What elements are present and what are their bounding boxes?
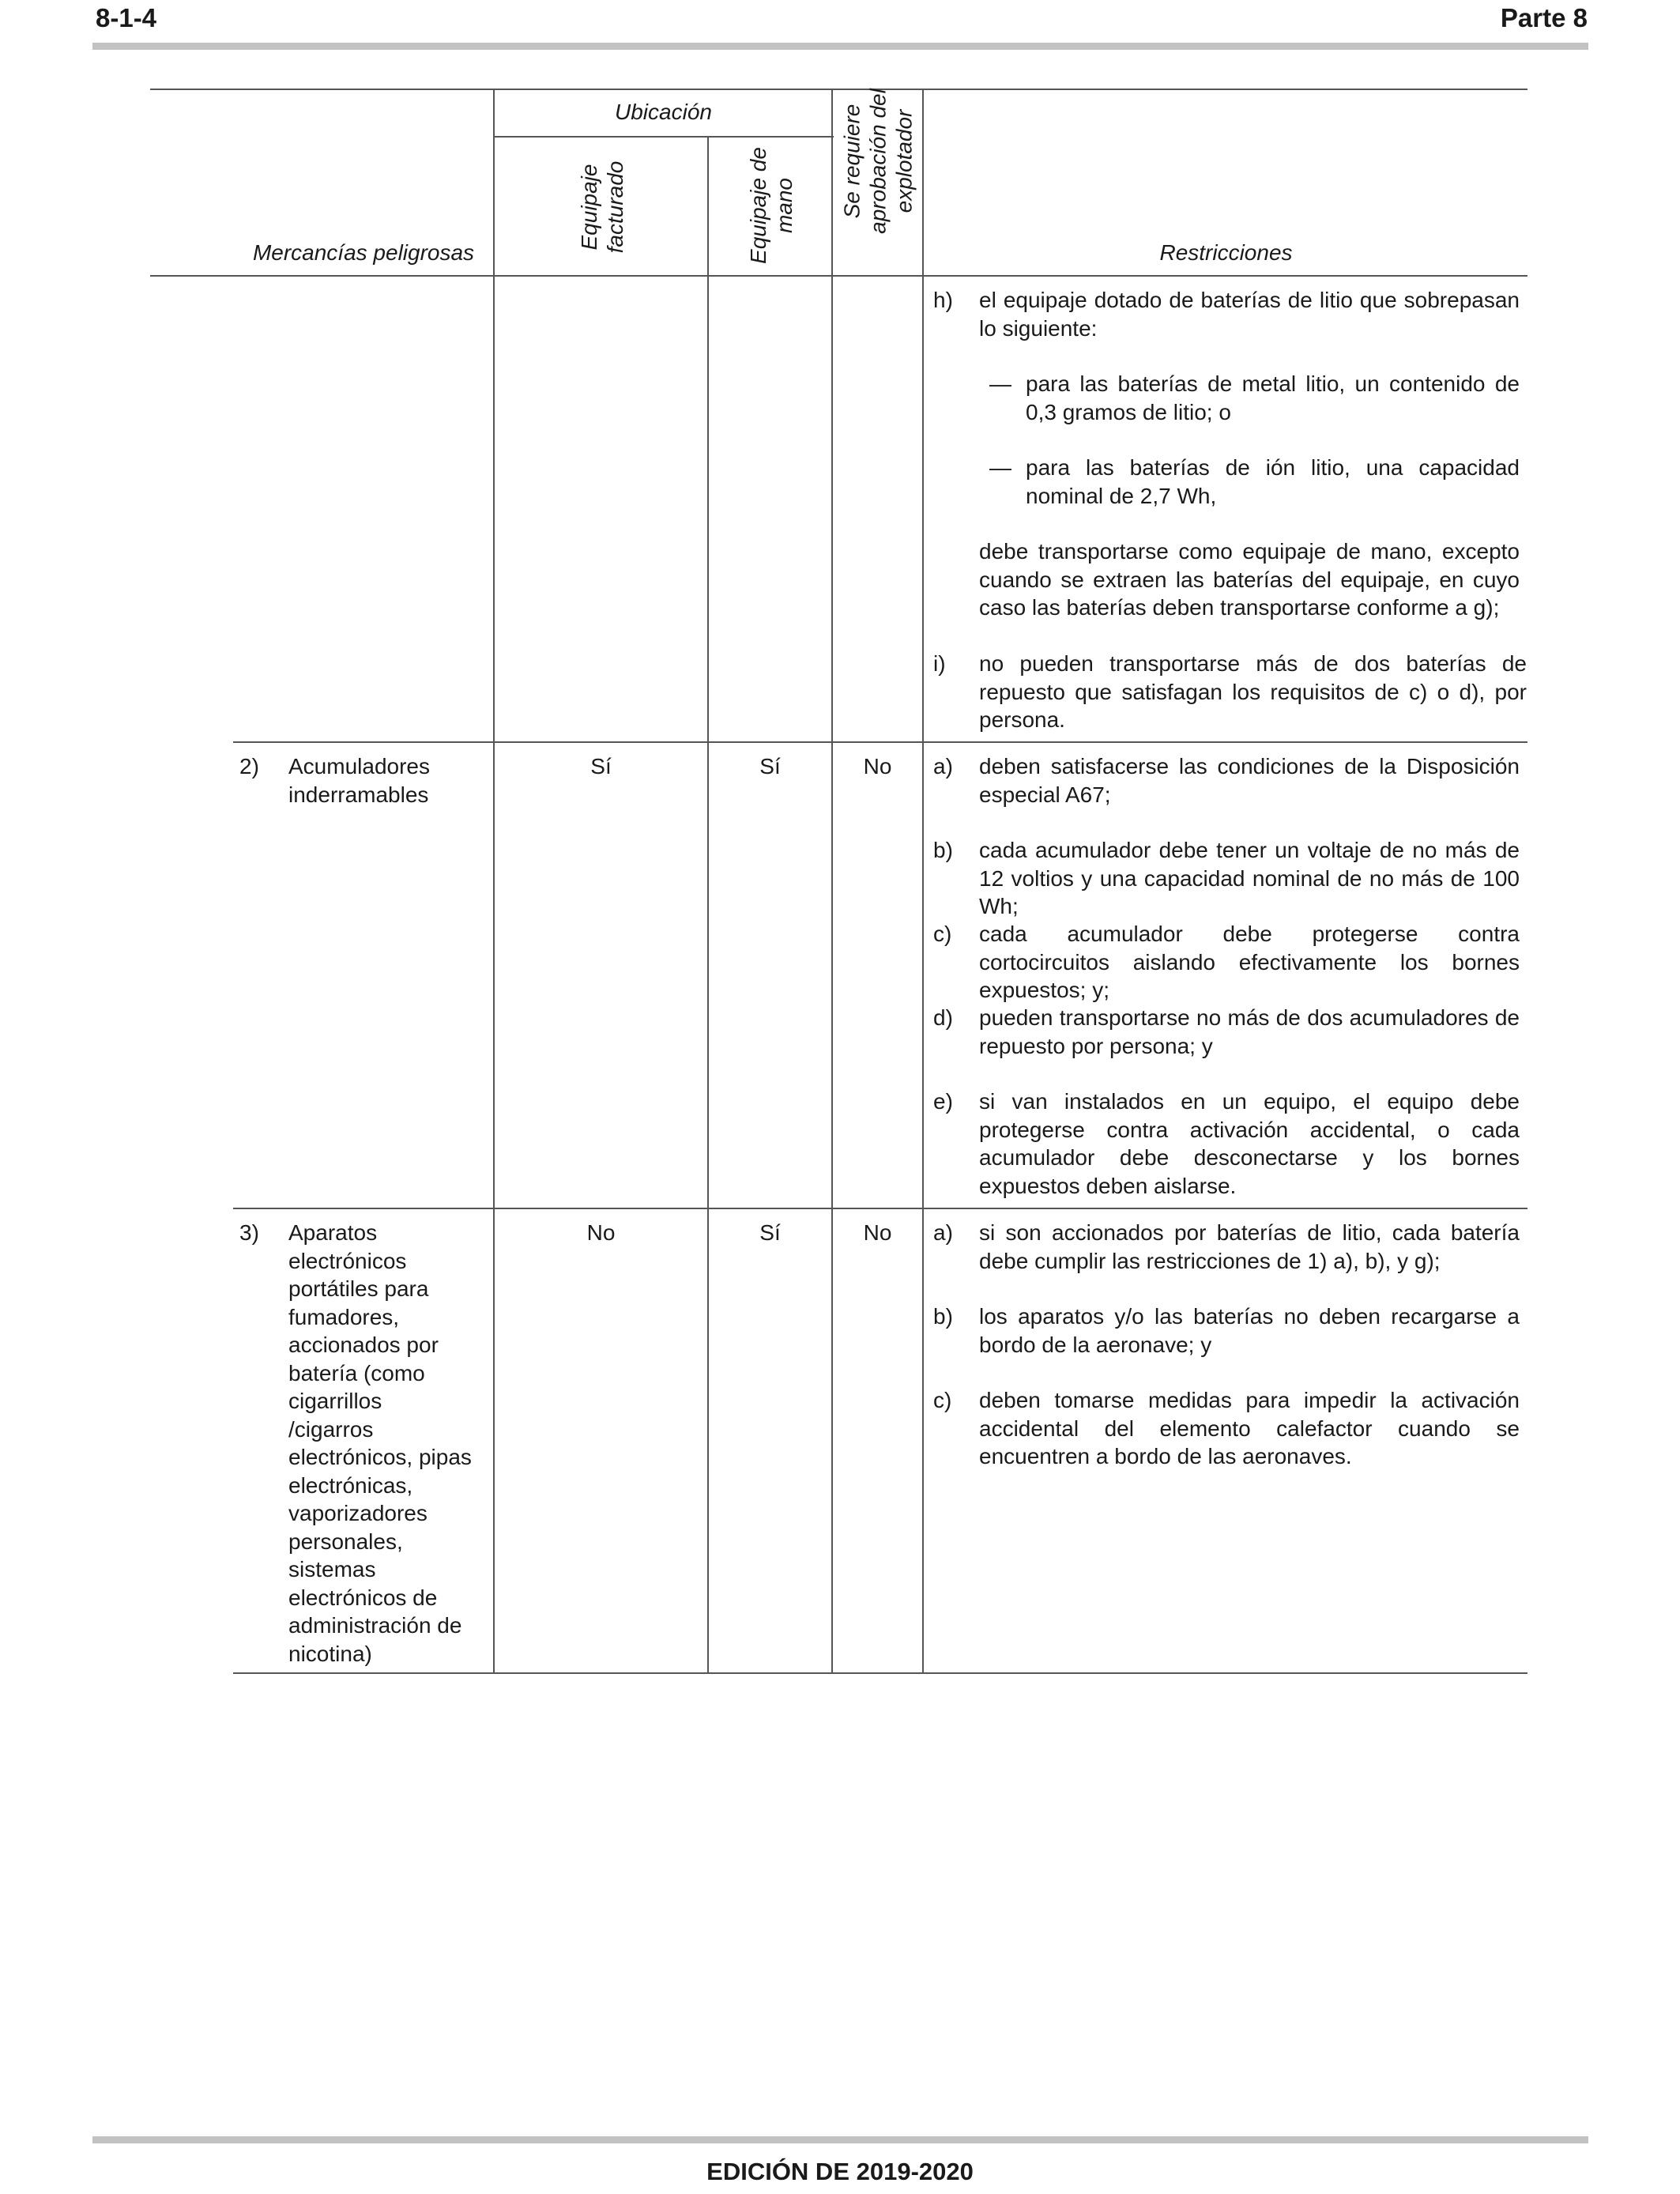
restriction-text: pueden transportarse no más de dos acumuladores de repuesto por persona; y bbox=[979, 1005, 1520, 1058]
restriction-text: no pueden transportarse más de dos baterías de repuesto que satisfagan los requisitos de c) o d), por persona. bbox=[979, 651, 1527, 732]
restriction-marker: e) bbox=[933, 1089, 953, 1114]
cell-aprobacion: No bbox=[863, 1220, 892, 1245]
restriction-text: cada acumulador debe tener un voltaje de no más de 12 voltios y una capacidad nominal de no más de 100 Wh; bbox=[979, 838, 1520, 918]
restriction-marker: a) bbox=[933, 1220, 953, 1245]
header-bottom-border bbox=[150, 275, 1527, 277]
dash-item-text: para las baterías de ión litio, una capacidad nominal de 2,7 Wh, bbox=[1026, 455, 1520, 508]
header-line: Equipaje de bbox=[746, 147, 770, 264]
restriction-marker: a) bbox=[933, 754, 953, 778]
row-divider-2 bbox=[233, 741, 1527, 743]
cell-facturado: No bbox=[586, 1220, 616, 1245]
cell-mano: Sí bbox=[759, 754, 781, 778]
restriction-text: debe transportarse como equipaje de mano, excepto cuando se extraen las baterías del equipaje, en cuyo caso las baterías deben transportarse conforme a g); bbox=[979, 539, 1520, 620]
cell-aprobacion: No bbox=[863, 754, 892, 778]
header-rule bbox=[92, 43, 1588, 50]
row-divider-3 bbox=[233, 1208, 1527, 1209]
restriction-marker: b) bbox=[933, 1304, 953, 1329]
dash-item-text: para las baterías de metal litio, un contenido de 0,3 gramos de litio; o bbox=[1026, 371, 1520, 424]
restriction-text: deben tomarse medidas para impedir la activación accidental del elemento calefactor cuando se encuentren a bordo de las aeronaves. bbox=[979, 1388, 1520, 1468]
header-aprobacion bbox=[839, 89, 917, 234]
restriction-text: el equipaje dotado de baterías de litio que sobrepasan lo siguiente: bbox=[979, 288, 1520, 341]
item-name: Acumuladores inderramables bbox=[288, 754, 430, 807]
cell-facturado: Sí bbox=[590, 754, 612, 778]
col-divider-3 bbox=[831, 89, 833, 1674]
edition-footer: EDICIÓN DE 2019-2020 bbox=[706, 2158, 974, 2185]
restriction-text: si son accionados por baterías de litio, cada batería debe cumplir las restricciones de 1) a), b), y g); bbox=[979, 1220, 1520, 1273]
restriction-marker: h) bbox=[933, 288, 953, 312]
restriction-text: los aparatos y/o las baterías no deben recargarse a bordo de la aeronave; y bbox=[979, 1304, 1520, 1357]
header-mercancias: Mercancías peligrosas bbox=[252, 240, 475, 265]
item-number: 3) bbox=[239, 1220, 259, 1245]
restriction-marker: d) bbox=[933, 1005, 953, 1030]
dash-marker: — bbox=[989, 371, 1011, 396]
header-line: explotador bbox=[891, 109, 917, 213]
restriction-marker: c) bbox=[933, 1388, 952, 1412]
restriction-marker: b) bbox=[933, 838, 953, 862]
footer-rule bbox=[92, 2136, 1588, 2143]
header-line: Equipaje bbox=[577, 164, 601, 251]
header-restricciones: Restricciones bbox=[1159, 240, 1293, 265]
header-line: Se requiere bbox=[839, 104, 864, 219]
header-line: aprobación del bbox=[865, 89, 891, 234]
item-number: 2) bbox=[239, 754, 259, 778]
page-section-number: 8-1-4 bbox=[96, 3, 157, 32]
dash-marker: — bbox=[989, 455, 1011, 480]
col-divider-4 bbox=[922, 89, 924, 1674]
page-part-label: Parte 8 bbox=[1500, 3, 1588, 32]
col-divider-2 bbox=[707, 136, 709, 1674]
ubicacion-underline bbox=[493, 136, 834, 138]
header-ubicacion: Ubicación bbox=[615, 100, 712, 124]
restriction-marker: i) bbox=[933, 651, 946, 676]
restriction-text: deben satisfacerse las condiciones de la Disposición especial A67; bbox=[979, 754, 1520, 807]
header-line: mano bbox=[772, 177, 797, 234]
restriction-text: cada acumulador debe protegerse contra cortocircuitos aislando efectivamente los bornes expuestos; y; bbox=[979, 922, 1520, 1002]
item-name: Aparatos electrónicos portátiles para fumadores, accionados por batería (como cigarrillos /cigarros electrónicos, pipas electrónicas, vaporizadores personales, sistemas electrónicos de administración de nicotina) bbox=[288, 1220, 472, 1666]
restriction-marker: c) bbox=[933, 922, 952, 946]
header-equipaje-facturado bbox=[576, 161, 628, 254]
table-bottom-border bbox=[233, 1672, 1527, 1674]
restriction-text: si van instalados en un equipo, el equipo debe protegerse contra activación accidental, o cada acumulador debe desconectarse y los bornes expuestos deben aislarse. bbox=[979, 1089, 1520, 1198]
header-line: facturado bbox=[603, 160, 627, 254]
col-divider-1 bbox=[493, 89, 495, 1674]
cell-mano: Sí bbox=[759, 1220, 781, 1245]
header-equipaje-mano bbox=[745, 147, 797, 264]
